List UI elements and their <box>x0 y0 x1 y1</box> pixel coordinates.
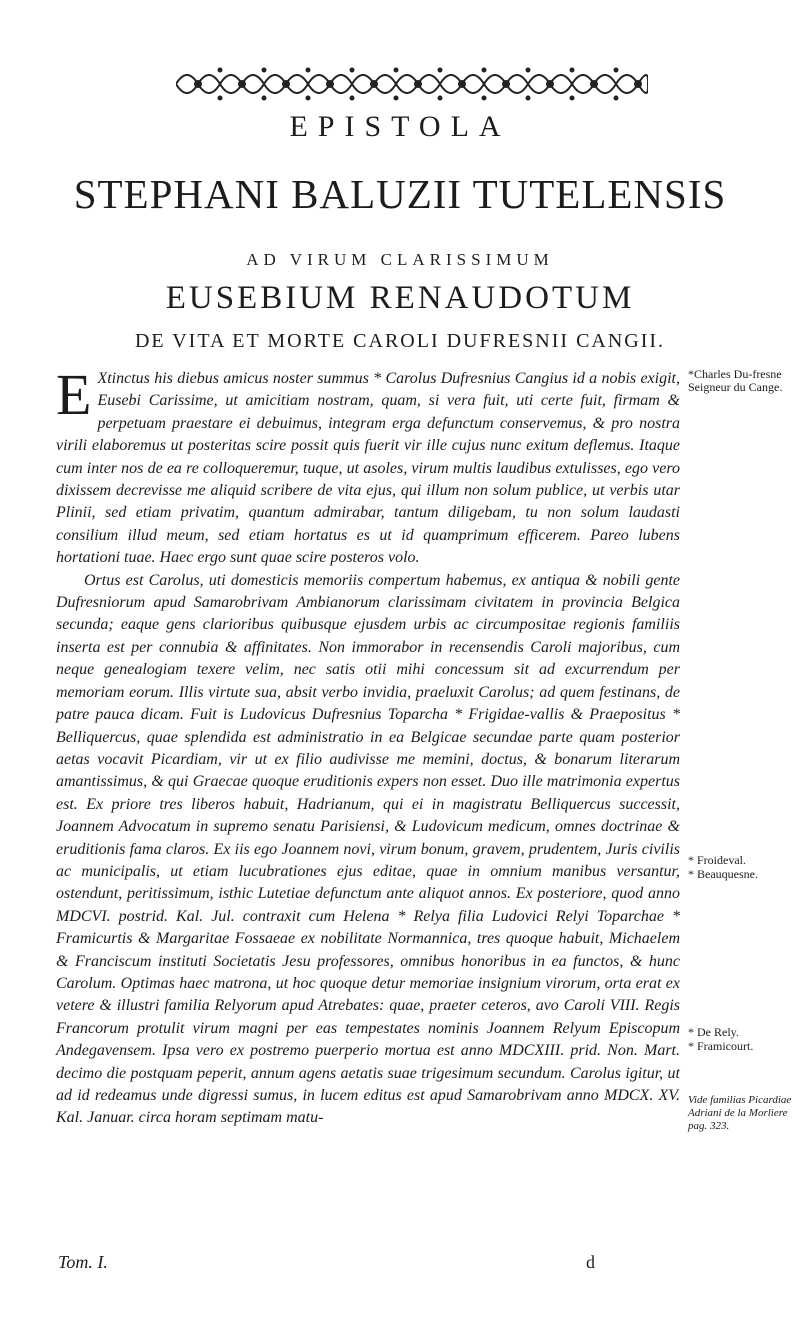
margin-note-froideval: * Froideval. <box>688 853 746 867</box>
paragraph-2: Ortus est Carolus, uti domesticis memoriis compertum habemus, ex antiqua & nobili gente Dufresniorum apud Samarobrivam Ambianorum clarissimam civitatem in provincia Belgica secunda; eaque gens clarioribus quibusque ejusdem urbis ac circumpositae regionis familiis inserta est per connubia & affinitates. Non immorabor in recensendis Caroli majoribus, cum neque genealogiam texere velim, nec satis otii mihi concessum sit ad excurrendum per memoriam eorum. Illis virtute sua, absit verbo invidia, praeluxit Carolus; ad quem festinans, de patre pauca dicam. Fuit is Ludovicus Dufresnius Toparcha * Frigidae-vallis & Praepositus * Belliquercus, quae splendida est administratio in ea Belgicae secundae parte quam posterior aetas vocavit Picardiam, vir ut ex filio audivisse me memini, doctus, & bonarum literarum amantissimus, & qui Graecae quoque eruditionis expers non esset. Duo ille matrimonia expertus est. Ex priore tres liberos habuit, Hadrianum, qui ei in magistratu Belliquercus successit, Joannem Advocatum in supremo senatu Parisiensi, & Ludovicum medicum, omnes doctrinae & eruditionis fama claros. Ex iis ego Joannem novi, virum bonum, gravem, prudentem, Juris civilis ac municipalis, ut etiam lucubrationes ejus editae, quae in omnium manibus versantur, ostendunt, peritissimum, isthic Lutetiae defunctum ante aliquot annos. Ex posteriore, quod anno MDCVI. postrid. Kal. Jul. contraxit cum Helena * Relya filia Ludovici Relyi Toparchae * Framicurtis & Margaritae Fossaeae ex nobilitate Normannica, tres quoque habuit, Michaelem & Franciscum instituti Societatis Jesu professores, omnibus honoribus in ea functos, & hunc Carolum. Optimas haec matrona, ut hoc quoque detur memoriae insignium virorum, orta erat ex vetere & illustri familia Relyorum apud Atrebates: quae, praeter ceteros, avo Caroli VIII. Regis Francorum protulit virum magni per eas tempestates nominis Joannem Relyum Episcopum Andegavensem. Ipsa vero ex postremo puerperio mortua est anno MDCXIII. prid. Non. Mart. decimo die postquam peperit, annum agens aetatis suae trigesimum secundum. Carolus igitur, ut ad id redeamus unde digressi sumus, in lucem editus est apud Samarobrivam anno MDCX. XV. Kal. Januar. circa horam septimam matu- <box>56 571 680 1127</box>
margin-note-de-rely: * De Rely. <box>688 1025 739 1039</box>
title-epistola: EPISTOLA <box>289 110 511 143</box>
title-addressee: EUSEBIUM RENAUDOTUM <box>165 280 635 316</box>
margin-note-beauquesne: * Beauquesne. <box>688 867 758 881</box>
page-footer <box>56 1252 680 1276</box>
letter-body <box>56 362 680 1130</box>
margin-note-vide-familias: Vide familias Picardiae Adriani de la Morliere pag. 323. <box>688 1094 792 1132</box>
drop-cap: E <box>56 362 92 427</box>
margin-note-du-cange: *Charles Du-fresne Seigneur du Cange. <box>688 367 783 394</box>
margin-notes <box>688 366 796 1266</box>
title-author: STEPHANI BALUZII TUTELENSIS <box>73 171 727 217</box>
title-ad-virum: AD VIRUM CLARISSIMUM <box>246 250 554 269</box>
head-ornament <box>176 62 648 106</box>
paragraph-1 <box>56 362 680 570</box>
footer-signature: d <box>586 1252 595 1272</box>
footer-tome: Tom. I. <box>58 1252 108 1272</box>
paragraph-1-text: Xtinctus his diebus amicus noster summus * Carolus Dufresnius Cangius id a nobis exigit, Eusebi Carissime, ut amicitiam nostram, quam, si vera fuit, uti certe fuit, firmam & perpetuam praestare ei debuimus, integram erga defunctum conservemus, & pro nostra virili elaboremus ut posteritas scire possit quis fuerit vir ille cujus nunc exitum deflemus. Itaque cum inter nos de ea re colloqueremur, tuque, ut asoles, virum multis laudibus extulisses, ego vero dixissem decrevisse me aliquid scribere de vita ejus, qui illum non solum publice, ut verbis utar Plinii, sed etiam privatim, quantum admirabar, tantum diligebam, tu non solum laudasti consilium illud meum, sed etiam hortatus es ut id quamprimum efficerem. Pareo lubens hortationi tuae. Haec ergo sunt quae scire posteros volo. <box>56 370 680 567</box>
margin-note-framicourt: * Framicourt. <box>688 1039 754 1053</box>
floral-band-ornament-icon <box>176 62 648 106</box>
title-subject: DE VITA ET MORTE CAROLI DUFRESNII CANGII. <box>134 330 666 352</box>
